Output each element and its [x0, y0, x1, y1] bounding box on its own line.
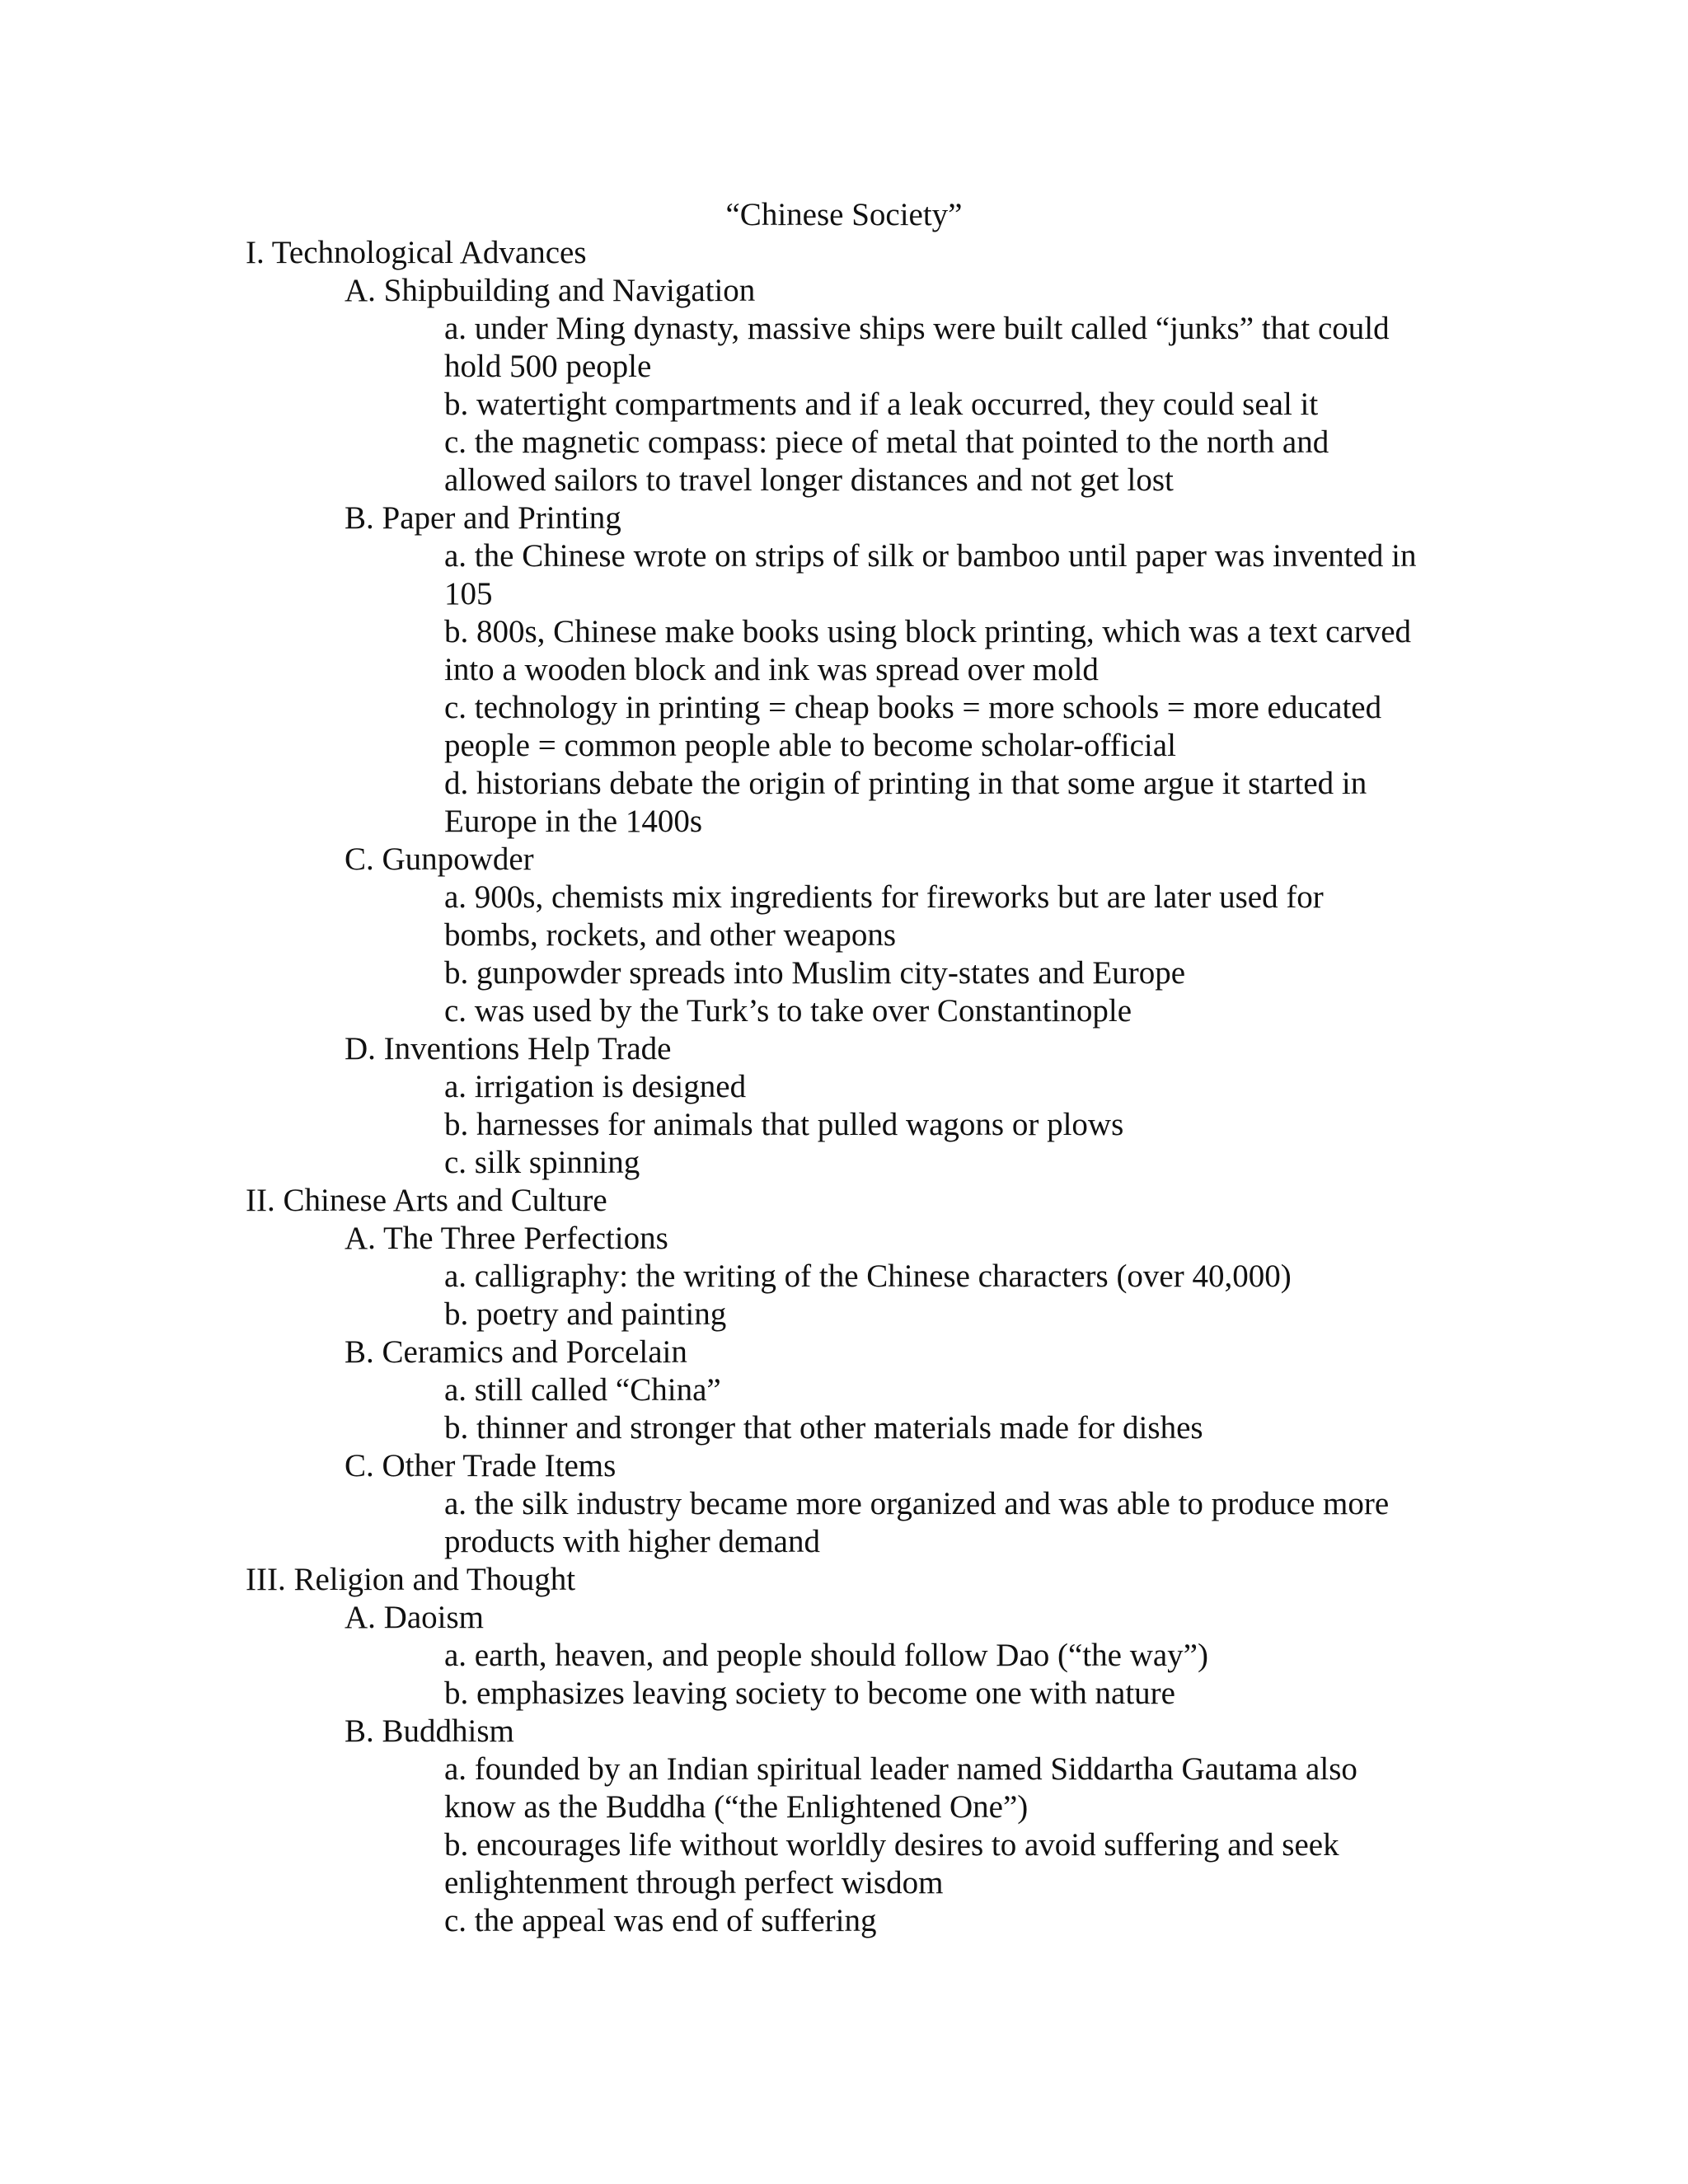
outline-point: a. the Chinese wrote on strips of silk or bamboo until paper was invented in 105 — [444, 538, 1417, 612]
section-heading: I. Technological Advances — [246, 235, 587, 270]
outline-point: c. was used by the Turk’s to take over Constantinople — [444, 993, 1132, 1029]
document-title: “Chinese Society” — [725, 197, 963, 232]
outline-point: b. harnesses for animals that pulled wagons or plows — [444, 1107, 1124, 1142]
subsection-heading: B. Buddhism — [345, 1713, 514, 1749]
section-heading: III. Religion and Thought — [246, 1562, 576, 1597]
outline-point: c. silk spinning — [444, 1145, 640, 1180]
subsection — [246, 1333, 1416, 1447]
subsection — [246, 841, 1416, 1030]
section — [246, 234, 1416, 1182]
outline-point: b. watertight compartments and if a leak occurred, they could seal it — [444, 387, 1319, 422]
outline-point: a. the silk industry became more organized and was able to produce more products with higher demand — [444, 1486, 1390, 1559]
subsection — [246, 272, 1416, 499]
subsection-heading: C. Gunpowder — [345, 841, 534, 877]
outline-point: b. poetry and painting — [444, 1296, 727, 1332]
outline-point: a. irrigation is designed — [444, 1069, 747, 1104]
section-heading: II. Chinese Arts and Culture — [246, 1183, 607, 1218]
outline-point: d. historians debate the origin of printing in that some argue it started in Europe in the 1400s — [444, 766, 1367, 839]
subsection-heading: A. The Three Perfections — [345, 1221, 668, 1256]
subsection — [246, 1447, 1416, 1561]
outline-point: a. earth, heaven, and people should follow Dao (“the way”) — [444, 1638, 1208, 1673]
subsection — [246, 499, 1416, 841]
outline-point: a. founded by an Indian spiritual leader named Siddartha Gautama also know as the Buddha (“the Enlightened One”) — [444, 1751, 1357, 1825]
subsection — [246, 1030, 1416, 1182]
outline-point: c. the magnetic compass: piece of metal that pointed to the north and allowed sailors to travel longer distances and not get lost — [444, 424, 1329, 498]
outline-point: a. under Ming dynasty, massive ships were built called “junks” that could hold 500 people — [444, 311, 1390, 384]
outline-point: b. gunpowder spreads into Muslim city-states and Europe — [444, 955, 1185, 991]
outline-point: b. thinner and stronger that other materials made for dishes — [444, 1410, 1203, 1446]
subsection-heading: B. Ceramics and Porcelain — [345, 1334, 687, 1370]
section — [246, 1182, 1416, 1561]
outline-point: a. 900s, chemists mix ingredients for fireworks but are later used for bombs, rockets, and other weapons — [444, 879, 1324, 953]
outline-point: c. the appeal was end of suffering — [444, 1903, 877, 1938]
subsection — [246, 1599, 1416, 1713]
subsection-heading: C. Other Trade Items — [345, 1448, 617, 1483]
subsection — [246, 1713, 1416, 1940]
outline-point: b. encourages life without worldly desires to avoid suffering and seek enlightenment through perfect wisdom — [444, 1827, 1339, 1900]
outline-point: b. 800s, Chinese make books using block printing, which was a text carved into a wooden block and ink was spread over mold — [444, 614, 1412, 687]
subsection-heading: A. Shipbuilding and Navigation — [345, 273, 756, 308]
subsection — [246, 1220, 1416, 1333]
section — [246, 1561, 1416, 1940]
outline-point: c. technology in printing = cheap books = more schools = more educated people = common people able to become scholar-official — [444, 690, 1382, 763]
subsection-heading: B. Paper and Printing — [345, 500, 621, 536]
subsection-heading: D. Inventions Help Trade — [345, 1031, 672, 1066]
subsection-heading: A. Daoism — [345, 1600, 484, 1635]
outline-point: a. calligraphy: the writing of the Chinese characters (over 40,000) — [444, 1258, 1292, 1294]
outline-point: b. emphasizes leaving society to become one with nature — [444, 1675, 1175, 1711]
outline-point: a. still called “China” — [444, 1372, 721, 1408]
outline — [246, 234, 1416, 1940]
